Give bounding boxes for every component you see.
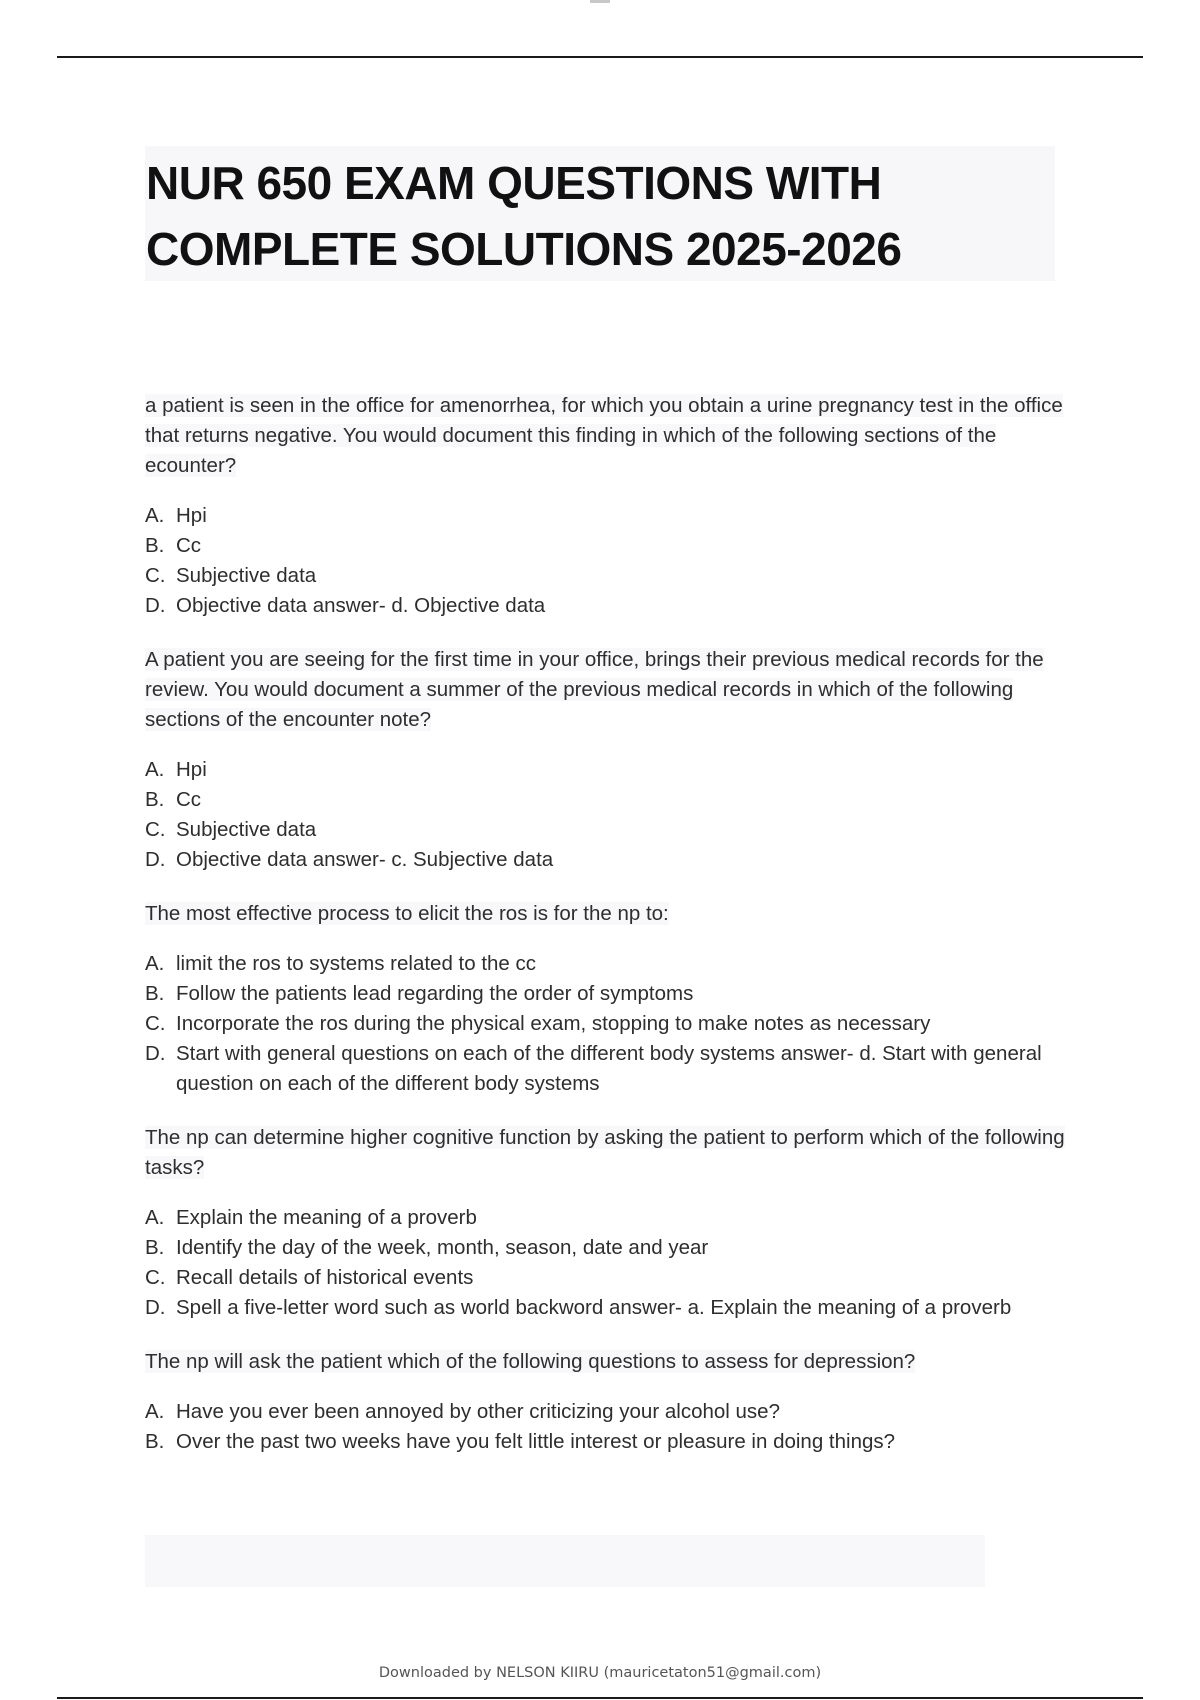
option-text: Have you ever been annoyed by other criticizing your alcohol use? [176, 1400, 780, 1423]
question-stem-text: The np can determine higher cognitive function by asking the patient to perform which of the following tasks? [145, 1126, 1065, 1179]
option-letter: A. [145, 1206, 165, 1229]
option-letter: A. [145, 758, 165, 781]
option-b [145, 785, 1065, 815]
question-1 [145, 391, 1065, 621]
footer-rule [57, 1697, 1143, 1699]
option-letter: C. [145, 1266, 166, 1289]
option-c [145, 1009, 1065, 1039]
question-stem-text: A patient you are seeing for the first time in your office, brings their previous medical records for the review. You would document a summer of the previous medical records in which of the following sections of the encounter note? [145, 648, 1044, 731]
option-b [145, 531, 1065, 561]
option-text: Objective data answer- d. Objective data [176, 594, 546, 617]
option-d [145, 845, 1065, 875]
option-b [145, 1427, 1065, 1457]
option-c [145, 1263, 1065, 1293]
option-d [145, 1293, 1065, 1323]
option-letter: B. [145, 982, 165, 1005]
option-text: Subjective data [176, 564, 317, 587]
option-text: Cc [176, 788, 202, 811]
question-stem-text: The most effective process to elicit the ros is for the np to: [145, 902, 669, 925]
option-text: limit the ros to systems related to the cc [176, 952, 537, 975]
question-4 [145, 1123, 1065, 1323]
option-a [145, 1397, 1065, 1427]
option-letter: B. [145, 1430, 165, 1453]
download-footer: Downloaded by NELSON KIIRU (mauricetaton51@gmail.com) [378, 1665, 822, 1681]
option-text: Cc [176, 534, 202, 557]
option-text: Objective data answer- c. Subjective data [176, 848, 554, 871]
question-stem [145, 1123, 1065, 1183]
option-a [145, 1203, 1065, 1233]
option-text: Subjective data [176, 818, 317, 841]
option-letter: C. [145, 564, 166, 587]
option-letter: D. [145, 594, 166, 617]
option-c [145, 561, 1065, 591]
option-text: Start with general questions on each of the different body systems answer- d. Start with general question on each of the different body systems [176, 1042, 1042, 1095]
option-text: Over the past two weeks have you felt little interest or pleasure in doing things? [176, 1430, 896, 1453]
option-b [145, 979, 1065, 1009]
option-a [145, 501, 1065, 531]
option-letter: C. [145, 818, 166, 841]
option-letter: B. [145, 788, 165, 811]
option-text: Identify the day of the week, month, season, date and year [176, 1236, 709, 1259]
option-text: Recall details of historical events [176, 1266, 474, 1289]
option-letter: C. [145, 1012, 166, 1035]
option-letter: D. [145, 1042, 166, 1065]
option-a [145, 755, 1065, 785]
question-2 [145, 645, 1065, 875]
option-letter: D. [145, 1296, 166, 1319]
question-stem-text: a patient is seen in the office for amenorrhea, for which you obtain a urine pregnancy test in the office that returns negative. You would document this finding in which of the following sections of the ecounter? [145, 394, 1063, 477]
option-d [145, 1039, 1065, 1099]
top-page-tab [590, 0, 610, 3]
option-a [145, 949, 1065, 979]
option-letter: A. [145, 952, 165, 975]
option-b [145, 1233, 1065, 1263]
option-letter: A. [145, 1400, 165, 1423]
option-list [145, 755, 1065, 875]
question-stem [145, 645, 1065, 735]
option-list [145, 1203, 1065, 1323]
question-stem-text: The np will ask the patient which of the following questions to assess for depression? [145, 1350, 916, 1373]
option-text: Hpi [176, 758, 207, 781]
option-c [145, 815, 1065, 845]
question-stem [145, 391, 1065, 481]
option-text: Incorporate the ros during the physical exam, stopping to make notes as necessary [176, 1012, 931, 1035]
document-title: NUR 650 EXAM QUESTIONS WITH COMPLETE SOLUTIONS 2025-2026 [146, 157, 902, 275]
option-letter: A. [145, 504, 165, 527]
question-5 [145, 1347, 1065, 1457]
question-list [145, 391, 1065, 1481]
question-stem [145, 899, 1065, 929]
option-text: Explain the meaning of a proverb [176, 1206, 477, 1229]
option-letter: B. [145, 1236, 165, 1259]
option-list [145, 1397, 1065, 1457]
option-letter: D. [145, 848, 166, 871]
option-letter: B. [145, 534, 165, 557]
question-3 [145, 899, 1065, 1099]
option-list [145, 949, 1065, 1099]
question-stem [145, 1347, 1065, 1377]
option-text: Follow the patients lead regarding the order of symptoms [176, 982, 694, 1005]
blank-shaded-area [145, 1535, 985, 1587]
option-d [145, 591, 1065, 621]
option-text: Spell a five-letter word such as world backword answer- a. Explain the meaning of a proverb [176, 1296, 1012, 1319]
header-rule [57, 56, 1143, 58]
option-text: Hpi [176, 504, 207, 527]
option-list [145, 501, 1065, 621]
